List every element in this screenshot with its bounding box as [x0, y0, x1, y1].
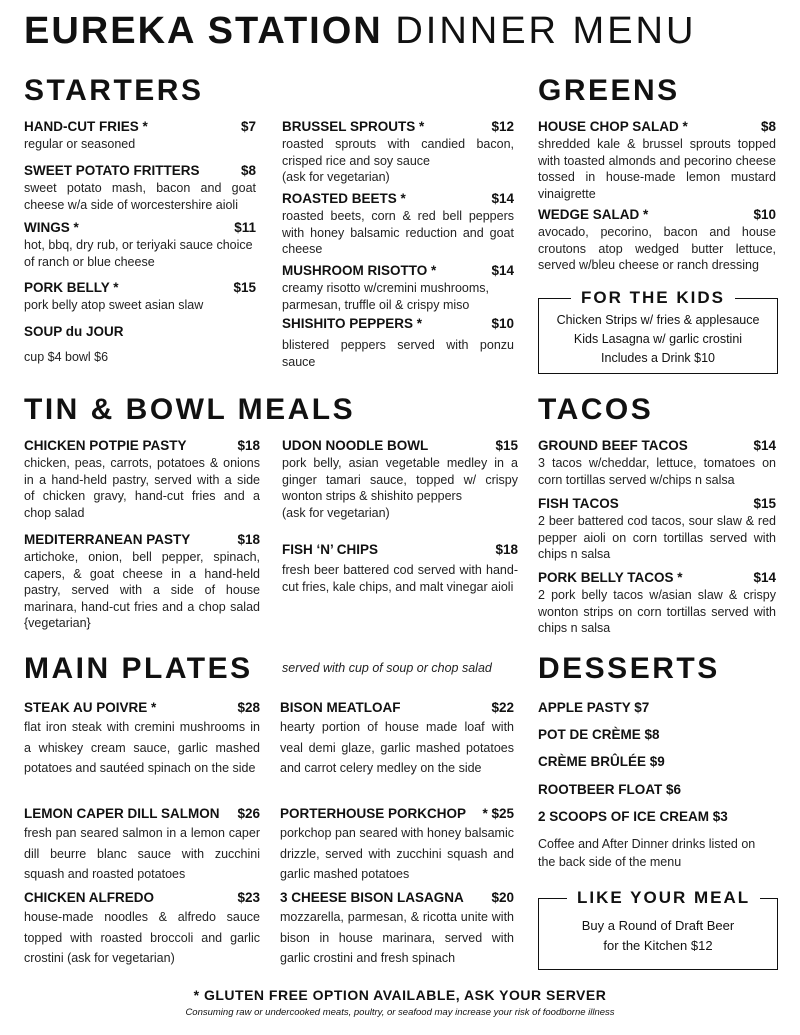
item-desc: 2 beer battered cod tacos, sour slaw & red pepper aioli on corn tortillas served with chips n salsa: [538, 514, 776, 561]
menu-item: [24, 889, 260, 969]
item-price: $14: [491, 263, 514, 278]
item-desc: creamy risotto w/cremini mushrooms, parmesan, truffle oil & crispy miso: [282, 281, 489, 312]
menu-item: [24, 437, 260, 521]
item-name: SHISHITO PEPPERS *: [282, 316, 423, 331]
item-desc: artichoke, onion, bell pepper, spinach, capers, & goat cheese in a hand-held pastry, served with a side of house marinara, hand-cut fries and a chop salad {vegetarian}: [24, 550, 260, 630]
menu-item: [24, 323, 256, 366]
menu-item: [282, 262, 514, 313]
item-desc: pork belly, asian vegetable medley in a ginger tamari sauce, topped w/ crispy wonton strips & shishito peppers: [282, 456, 518, 503]
menu-title: [24, 10, 696, 53]
item-note: (ask for vegetarian): [282, 505, 390, 520]
item-price: $14: [753, 570, 776, 585]
kids-line: Kids Lasagna w/ garlic crostini: [573, 332, 743, 346]
menu-item: [24, 118, 256, 153]
item-desc: flat iron steak with cremini mushrooms in a whiskey cream sauce, garlic mashed potatoes and sautéed spinach on the side: [24, 720, 260, 775]
menu-item: [282, 315, 514, 370]
desserts-note: Coffee and After Dinner drinks listed on the back side of the menu: [538, 837, 756, 869]
item-name: WEDGE SALAD *: [538, 207, 649, 222]
item-price: $10: [491, 316, 514, 331]
main-plates-note: served with cup of soup or chop salad: [282, 661, 492, 675]
main-plates-heading: MAIN PLATES: [24, 652, 253, 685]
item-name: PORTERHOUSE PORKCHOP: [280, 806, 467, 821]
foodborne-warning: Consuming raw or undercooked meats, poultry, or seafood may increase your risk of foodborne illness: [185, 1007, 615, 1018]
item-name: HAND-CUT FRIES *: [24, 119, 148, 134]
item-name: STEAK AU POIVRE *: [24, 700, 157, 715]
menu-item: [282, 437, 518, 521]
item-name: CHICKEN ALFREDO: [24, 890, 154, 905]
title-light: DINNER MENU: [395, 10, 697, 52]
menu-item: [282, 541, 518, 595]
item-name: CHICKEN POTPIE PASTY: [24, 438, 187, 453]
item-desc: 3 tacos w/cheddar, lettuce, tomatoes on corn tortillas served w/chips n salsa: [538, 456, 776, 487]
menu-item: [538, 118, 776, 202]
item-desc: shredded kale & brussel sprouts topped with toasted almonds and pecorino cheese tossed in house-made lemon mustard vinaigrette: [538, 137, 776, 201]
menu-item: [280, 699, 514, 779]
menu-item: [282, 118, 514, 186]
item-note: (ask for vegetarian): [282, 170, 390, 184]
item-price: $12: [491, 119, 514, 134]
item-name: HOUSE CHOP SALAD *: [538, 119, 688, 134]
item-price: $26: [237, 806, 260, 821]
desserts-heading: DESSERTS: [538, 652, 720, 685]
item-desc: 2 pork belly tacos w/asian slaw & crispy wonton strips on corn tortillas served with chips n salsa: [538, 588, 776, 635]
item-name: GROUND BEEF TACOS: [538, 438, 688, 453]
item-price: $22: [491, 700, 514, 715]
item-desc: porkchop pan seared with honey balsamic drizzle, served with zucchini squash and garlic mashed potatoes: [280, 826, 514, 881]
item-name: MEDITERRANEAN PASTY: [24, 532, 191, 547]
item-desc: chicken, peas, carrots, potatoes & onions in a hand-held pastry, served with a side of chicken gravy, hand-cut fries and a chop salad: [24, 456, 260, 520]
item-desc: avocado, pecorino, bacon and house croutons atop wedged butter lettuce, served w/bleu cheese or ranch dressing: [538, 225, 776, 272]
menu-item: [538, 569, 776, 637]
dessert-item: ROOTBEER FLOAT $6: [538, 782, 682, 797]
item-desc: sweet potato mash, bacon and goat cheese w/a side of worcestershire aioli: [24, 181, 256, 212]
item-desc: hearty portion of house made loaf with veal demi glaze, garlic mashed potatoes and carrot celery medley on the side: [280, 720, 514, 775]
item-price: $28: [237, 700, 260, 715]
menu-item: [24, 531, 260, 632]
item-desc: mozzarella, parmesan, & ricotta unite with bison in house marinara, served with garlic crostini and fresh spinach: [280, 910, 514, 965]
tacos-heading: TACOS: [538, 393, 654, 426]
menu-item: [280, 805, 514, 885]
item-name: PORK BELLY TACOS *: [538, 570, 683, 585]
item-name: LEMON CAPER DILL SALMON: [24, 806, 220, 821]
item-name: FISH ‘N’ CHIPS: [282, 542, 379, 557]
item-price: $15: [233, 280, 256, 295]
menu-item: [24, 219, 256, 270]
item-price: * $25: [482, 806, 514, 821]
item-price: $18: [237, 438, 260, 453]
starters-heading: STARTERS: [24, 74, 204, 107]
item-name: SWEET POTATO FRITTERS: [24, 163, 200, 178]
item-desc: roasted sprouts with candied bacon, crisped rice and soy sauce: [282, 137, 514, 168]
item-desc: fresh beer battered cod served with hand-cut fries, kale chips, and malt vinegar aioli: [282, 563, 518, 594]
gluten-free-note: * GLUTEN FREE OPTION AVAILABLE, ASK YOUR SERVER: [193, 987, 607, 1003]
dessert-item: 2 SCOOPS OF ICE CREAM $3: [538, 809, 728, 824]
item-price: $8: [240, 163, 256, 178]
item-price: $23: [237, 890, 260, 905]
item-price: $18: [237, 532, 260, 547]
dessert-item: APPLE PASTY $7: [538, 700, 650, 715]
kids-box: [538, 298, 778, 374]
item-desc: regular or seasoned: [24, 137, 136, 151]
menu-item: [282, 190, 514, 258]
item-desc: blistered peppers served with ponzu sauce: [282, 338, 514, 369]
like-meal-line: for the Kitchen $12: [603, 938, 713, 953]
item-name: WINGS *: [24, 220, 79, 235]
item-desc: fresh pan seared salmon in a lemon caper dill beurre blanc sauce with zucchini squash and roasted potatoes: [24, 826, 260, 881]
item-name: BISON MEATLOAF: [280, 700, 401, 715]
like-meal-line: Buy a Round of Draft Beer: [581, 918, 735, 933]
kids-line: Chicken Strips w/ fries & applesauce: [556, 313, 760, 327]
menu-item: [24, 162, 256, 213]
item-price: $18: [495, 542, 518, 557]
item-name: MUSHROOM RISOTTO *: [282, 263, 437, 278]
item-price: $8: [760, 119, 776, 134]
dessert-item: CRÈME BRÛLÉE $9: [538, 754, 665, 769]
menu-item: [24, 699, 260, 779]
item-desc: pork belly atop sweet asian slaw: [24, 298, 204, 312]
kids-line: Includes a Drink $10: [601, 351, 715, 365]
menu-item: [538, 437, 776, 488]
item-name: UDON NOODLE BOWL: [282, 438, 429, 453]
item-name: SOUP du JOUR: [24, 324, 124, 339]
item-price: $14: [753, 438, 776, 453]
item-desc: roasted beets, corn & red bell peppers with honey balsamic reduction and goat cheese: [282, 209, 514, 256]
item-name: 3 CHEESE BISON LASAGNA: [280, 890, 464, 905]
menu-item: [538, 495, 776, 563]
item-price: $7: [240, 119, 256, 134]
item-desc: cup $4 bowl $6: [24, 350, 109, 364]
item-name: PORK BELLY *: [24, 280, 119, 295]
item-name: FISH TACOS: [538, 496, 619, 511]
dessert-item: POT DE CRÈME $8: [538, 727, 660, 742]
item-desc: house-made noodles & alfredo sauce topped with roasted broccoli and garlic crostini (ask for vegetarian): [24, 910, 260, 965]
like-meal-heading: LIKE YOUR MEAL: [567, 888, 760, 908]
item-price: $14: [491, 191, 514, 206]
menu-item: [24, 805, 260, 885]
item-price: $15: [495, 438, 518, 453]
item-desc: hot, bbq, dry rub, or teriyaki sauce choice of ranch or blue cheese: [24, 238, 253, 269]
menu-item: [24, 279, 256, 314]
title-bold: EUREKA STATION: [24, 10, 383, 52]
menu-item: [538, 206, 776, 274]
menu-item: [280, 889, 514, 969]
greens-heading: GREENS: [538, 74, 680, 107]
item-price: $15: [753, 496, 776, 511]
like-meal-box: [538, 898, 778, 970]
item-price: $11: [234, 220, 256, 235]
kids-heading: FOR THE KIDS: [571, 288, 735, 308]
item-name: ROASTED BEETS *: [282, 191, 406, 206]
tin-bowl-heading: TIN & BOWL MEALS: [24, 393, 356, 426]
item-price: $20: [491, 890, 514, 905]
item-name: BRUSSEL SPROUTS *: [282, 119, 425, 134]
item-price: $10: [753, 207, 776, 222]
